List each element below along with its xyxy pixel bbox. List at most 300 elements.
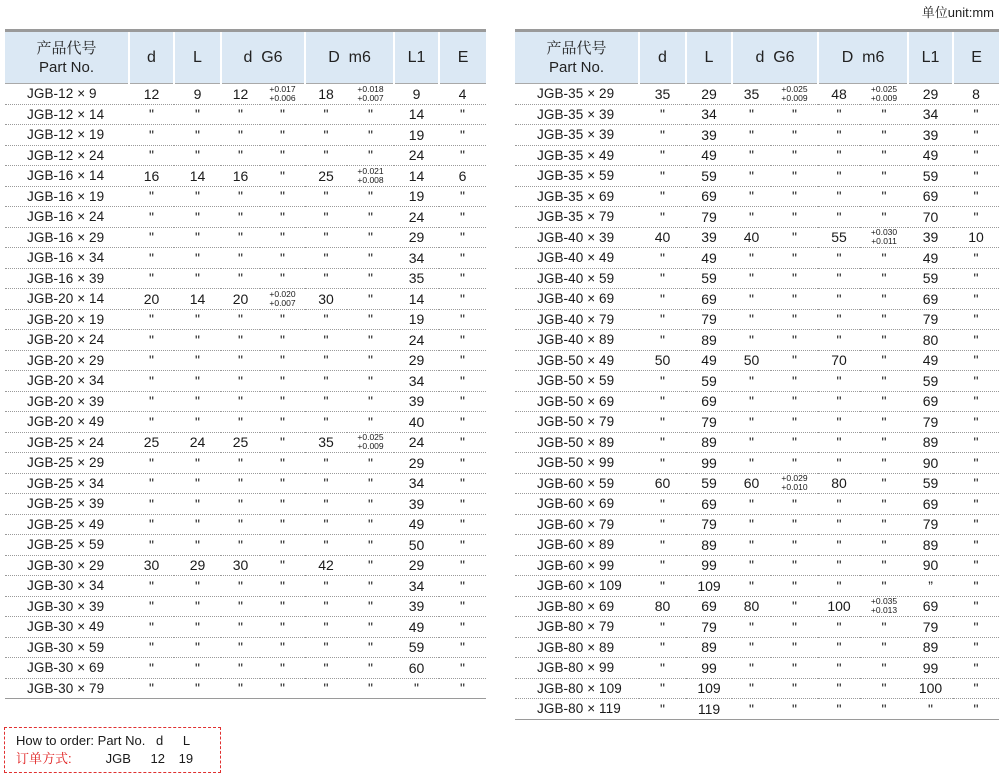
table-row [5, 535, 486, 556]
cell-d-value: " [732, 330, 771, 351]
cell-d-value: " [221, 678, 260, 699]
cell-E: " [953, 104, 999, 125]
cell-L: " [174, 576, 221, 597]
cell-d-g6-tol: " [260, 658, 305, 679]
cell-L1: 29 [908, 84, 953, 105]
cell-d-value: " [732, 186, 771, 207]
cell-L: " [174, 596, 221, 617]
table-row [515, 453, 999, 474]
cell-D-m6-tol: " [860, 268, 908, 289]
cell-L: 34 [686, 104, 732, 125]
cell-L: " [174, 145, 221, 166]
cell-D-value: " [305, 330, 347, 351]
cell-d-g6-tol: " [260, 473, 305, 494]
cell-L: 49 [686, 248, 732, 269]
cell-part-no: JGB-20 × 29 [5, 350, 129, 371]
cell-D-m6-tol: " [860, 637, 908, 658]
cell-d-g6-tol: " [771, 494, 818, 515]
cell-d-value: " [221, 453, 260, 474]
table-row [515, 473, 999, 494]
cell-E: " [439, 494, 486, 515]
cell-D-m6-tol: " [347, 248, 394, 269]
cell-part-no: JGB-50 × 59 [515, 371, 639, 392]
cell-D-value: " [305, 104, 347, 125]
cell-d: " [639, 637, 686, 658]
cell-d-value: " [732, 514, 771, 535]
cell-E: " [439, 576, 486, 597]
cell-d: " [639, 309, 686, 330]
cell-d-g6-tol: " [260, 453, 305, 474]
table-row [5, 227, 486, 248]
cell-d-g6-tol: " [771, 248, 818, 269]
cell-d: " [129, 125, 174, 146]
header-D-m6: D m6 [305, 31, 394, 84]
cell-part-no: JGB-25 × 34 [5, 473, 129, 494]
cell-part-no: JGB-80 × 99 [515, 658, 639, 679]
cell-d-value: " [221, 576, 260, 597]
cell-D-value: " [305, 678, 347, 699]
cell-part-no: JGB-50 × 49 [515, 350, 639, 371]
order-line-cn [16, 750, 220, 768]
cell-L1: 34 [908, 104, 953, 125]
cell-d: " [129, 412, 174, 433]
cell-d-value: " [221, 268, 260, 289]
cell-d: " [639, 371, 686, 392]
cell-d: " [639, 432, 686, 453]
cell-L1: 89 [908, 637, 953, 658]
cell-L1: 19 [394, 186, 439, 207]
cell-d: " [129, 145, 174, 166]
cell-d-g6-tol: +0.025 +0.009 [771, 84, 818, 105]
cell-D-m6-tol: " [347, 145, 394, 166]
cell-D-value: 42 [305, 555, 347, 576]
cell-d: 50 [639, 350, 686, 371]
cell-d-value: " [221, 658, 260, 679]
cell-d-g6-tol: " [260, 596, 305, 617]
cell-D-m6-tol: " [347, 658, 394, 679]
cell-E: " [439, 412, 486, 433]
cell-E: " [439, 104, 486, 125]
cell-L: 59 [686, 268, 732, 289]
cell-part-no: JGB-60 × 79 [515, 514, 639, 535]
table-row [515, 207, 999, 228]
cell-D-value: " [305, 227, 347, 248]
header-part-no [5, 31, 129, 84]
table-row [5, 84, 486, 105]
cell-d-g6-tol: " [771, 555, 818, 576]
table-row [5, 330, 486, 351]
table-row [515, 371, 999, 392]
cell-D-value: " [818, 514, 860, 535]
cell-E: " [953, 309, 999, 330]
cell-part-no: JGB-80 × 69 [515, 596, 639, 617]
cell-L1: 34 [394, 371, 439, 392]
table-body-left [5, 84, 486, 699]
table-row [515, 432, 999, 453]
cell-E: " [439, 617, 486, 638]
cell-d-value: " [221, 412, 260, 433]
table-body-right [515, 84, 999, 720]
cell-L: 79 [686, 514, 732, 535]
cell-d-g6-tol: " [771, 391, 818, 412]
cell-d: 16 [129, 166, 174, 187]
table-row [5, 371, 486, 392]
cell-E: " [953, 555, 999, 576]
cell-D-value: 25 [305, 166, 347, 187]
cell-d-g6-tol: " [260, 350, 305, 371]
cell-D-m6-tol: +0.025 +0.009 [347, 432, 394, 453]
cell-part-no: JGB-30 × 29 [5, 555, 129, 576]
table-row [5, 494, 486, 515]
cell-D-m6-tol: " [860, 555, 908, 576]
cell-d-value: " [732, 699, 771, 720]
cell-D-m6-tol: " [347, 350, 394, 371]
cell-L: 79 [686, 412, 732, 433]
cell-D-value: " [818, 207, 860, 228]
cell-d-g6-tol: " [260, 248, 305, 269]
cell-d: " [129, 678, 174, 699]
cell-d: " [129, 514, 174, 535]
cell-d-g6-tol: " [771, 432, 818, 453]
cell-d-value: 16 [221, 166, 260, 187]
cell-D-value: 48 [818, 84, 860, 105]
cell-d-value: " [732, 535, 771, 556]
cell-D-m6-tol: " [860, 350, 908, 371]
cell-d-value: 50 [732, 350, 771, 371]
cell-part-no: JGB-60 × 69 [515, 494, 639, 515]
cell-part-no: JGB-40 × 49 [515, 248, 639, 269]
cell-part-no: JGB-30 × 49 [5, 617, 129, 638]
cell-D-value: " [305, 412, 347, 433]
cell-part-no: JGB-20 × 14 [5, 289, 129, 310]
cell-D-m6-tol: " [347, 596, 394, 617]
cell-d-g6-tol: " [771, 596, 818, 617]
cell-D-value: " [818, 576, 860, 597]
cell-D-value: " [818, 186, 860, 207]
cell-L1: 14 [394, 289, 439, 310]
cell-D-value: " [818, 494, 860, 515]
cell-D-m6-tol: " [860, 473, 908, 494]
cell-E: " [953, 330, 999, 351]
cell-D-value: " [818, 678, 860, 699]
cell-D-value: " [305, 371, 347, 392]
cell-L: 89 [686, 432, 732, 453]
cell-d: " [639, 145, 686, 166]
cell-d-value: " [732, 248, 771, 269]
table-row [515, 514, 999, 535]
cell-D-value: " [305, 145, 347, 166]
cell-D-m6-tol: " [347, 268, 394, 289]
cell-d: " [129, 637, 174, 658]
header-L1: L1 [908, 31, 953, 84]
cell-L: 109 [686, 576, 732, 597]
cell-D-value: " [305, 268, 347, 289]
unit-label: 单位unit:mm [921, 5, 994, 20]
cell-d: " [639, 104, 686, 125]
table-row [5, 248, 486, 269]
cell-E: 10 [953, 227, 999, 248]
cell-d: 35 [639, 84, 686, 105]
cell-E: " [953, 289, 999, 310]
cell-d: " [639, 330, 686, 351]
table-row [515, 637, 999, 658]
cell-part-no: JGB-35 × 39 [515, 125, 639, 146]
cell-E: " [439, 555, 486, 576]
cell-L: " [174, 371, 221, 392]
cell-part-no: JGB-35 × 49 [515, 145, 639, 166]
cell-part-no: JGB-20 × 34 [5, 371, 129, 392]
cell-L: 59 [686, 166, 732, 187]
cell-L1: 80 [908, 330, 953, 351]
cell-L1: 59 [908, 166, 953, 187]
cell-L: " [174, 350, 221, 371]
cell-D-value: " [305, 473, 347, 494]
table-row [5, 576, 486, 597]
cell-part-no: JGB-35 × 59 [515, 166, 639, 187]
cell-L: 69 [686, 289, 732, 310]
table-row [515, 555, 999, 576]
cell-L1: 24 [394, 145, 439, 166]
header-L: L [686, 31, 732, 84]
cell-D-m6-tol: " [860, 576, 908, 597]
cell-part-no: JGB-60 × 99 [515, 555, 639, 576]
table-row [5, 104, 486, 125]
cell-E: " [953, 186, 999, 207]
cell-L: 69 [686, 186, 732, 207]
table-row [515, 289, 999, 310]
cell-d-value: 80 [732, 596, 771, 617]
header-d: d [639, 31, 686, 84]
cell-D-m6-tol: " [347, 309, 394, 330]
cell-E: " [953, 678, 999, 699]
header-part-cn: 产品代号 [36, 39, 97, 57]
cell-part-no: JGB-35 × 39 [515, 104, 639, 125]
cell-D-value: " [818, 268, 860, 289]
cell-part-no: JGB-16 × 14 [5, 166, 129, 187]
table-row [515, 658, 999, 679]
cell-part-no: JGB-12 × 14 [5, 104, 129, 125]
table-row [515, 412, 999, 433]
cell-L: 29 [686, 84, 732, 105]
cell-E: " [953, 535, 999, 556]
cell-L1: 49 [908, 145, 953, 166]
cell-d-value: " [221, 350, 260, 371]
cell-part-no: JGB-40 × 39 [515, 227, 639, 248]
cell-E: " [439, 268, 486, 289]
cell-d-value: " [732, 371, 771, 392]
cell-L1: " [908, 699, 953, 720]
cell-d-value: " [221, 227, 260, 248]
cell-L1: 39 [394, 596, 439, 617]
order-part-value: JGB [105, 751, 131, 766]
cell-D-value: 35 [305, 432, 347, 453]
cell-D-m6-tol: " [860, 166, 908, 187]
cell-D-m6-tol: " [347, 104, 394, 125]
cell-D-m6-tol: " [860, 289, 908, 310]
cell-d: " [129, 309, 174, 330]
cell-part-no: JGB-25 × 49 [5, 514, 129, 535]
cell-d-g6-tol: " [771, 330, 818, 351]
cell-L: 49 [686, 145, 732, 166]
cell-E: " [953, 453, 999, 474]
cell-d-g6-tol: " [260, 371, 305, 392]
cell-part-no: JGB-20 × 24 [5, 330, 129, 351]
cell-L: " [174, 330, 221, 351]
cell-d: " [129, 617, 174, 638]
cell-d: " [129, 248, 174, 269]
cell-d-g6-tol: " [260, 268, 305, 289]
cell-L: " [174, 125, 221, 146]
spec-table-right [515, 29, 999, 720]
cell-D-value: " [818, 330, 860, 351]
cell-part-no: JGB-40 × 89 [515, 330, 639, 351]
table-row [515, 227, 999, 248]
cell-D-m6-tol: " [860, 330, 908, 351]
table-row [5, 453, 486, 474]
order-line-en [16, 732, 220, 750]
cell-L: 79 [686, 617, 732, 638]
header-d-g6: d G6 [732, 31, 818, 84]
order-d-value: 12 [150, 751, 166, 766]
header-row [5, 31, 486, 84]
cell-E: " [439, 330, 486, 351]
table-row [515, 350, 999, 371]
cell-d-g6-tol: " [771, 145, 818, 166]
cell-E: " [439, 248, 486, 269]
cell-L: " [174, 104, 221, 125]
cell-L: " [174, 473, 221, 494]
table-row [5, 350, 486, 371]
cell-L: 99 [686, 555, 732, 576]
cell-D-m6-tol: " [860, 309, 908, 330]
cell-L1: 59 [908, 473, 953, 494]
cell-d-value: 40 [732, 227, 771, 248]
table-row [515, 699, 999, 720]
cell-L1: 39 [394, 494, 439, 515]
table-row [5, 289, 486, 310]
cell-d-g6-tol: " [771, 104, 818, 125]
cell-L1: 69 [908, 391, 953, 412]
table-row [515, 535, 999, 556]
cell-D-value: " [818, 166, 860, 187]
order-example-box [4, 727, 221, 773]
cell-D-m6-tol: " [860, 248, 908, 269]
cell-part-no: JGB-50 × 69 [515, 391, 639, 412]
cell-d-value: " [732, 494, 771, 515]
cell-D-m6-tol: " [860, 535, 908, 556]
cell-D-m6-tol: " [347, 514, 394, 535]
cell-L: 69 [686, 494, 732, 515]
table-row [515, 125, 999, 146]
table-row [515, 596, 999, 617]
cell-L1: 39 [908, 125, 953, 146]
cell-L: 24 [174, 432, 221, 453]
cell-E: " [953, 514, 999, 535]
cell-D-m6-tol: " [347, 412, 394, 433]
cell-L1: 24 [394, 330, 439, 351]
cell-E: " [439, 391, 486, 412]
cell-E: " [439, 658, 486, 679]
cell-D-value: " [818, 248, 860, 269]
cell-L: " [174, 412, 221, 433]
cell-D-value: 30 [305, 289, 347, 310]
cell-d-g6-tol: " [260, 330, 305, 351]
cell-d: " [639, 555, 686, 576]
cell-part-no: JGB-40 × 79 [515, 309, 639, 330]
table-row [515, 309, 999, 330]
cell-d: " [129, 268, 174, 289]
cell-d-value: " [221, 391, 260, 412]
cell-d: " [129, 350, 174, 371]
cell-part-no: JGB-80 × 109 [515, 678, 639, 699]
order-label-cn: 订单方式: [16, 751, 72, 766]
cell-L1: 99 [908, 658, 953, 679]
cell-L1: 60 [394, 658, 439, 679]
cell-D-m6-tol: +0.025 +0.009 [860, 84, 908, 105]
cell-part-no: JGB-50 × 89 [515, 432, 639, 453]
cell-D-value: " [305, 494, 347, 515]
cell-D-value: 55 [818, 227, 860, 248]
cell-D-value: " [818, 371, 860, 392]
cell-D-m6-tol: " [860, 391, 908, 412]
cell-d: " [129, 494, 174, 515]
cell-d-g6-tol: " [260, 166, 305, 187]
cell-d-g6-tol: " [260, 104, 305, 125]
header-L: L [174, 31, 221, 84]
cell-d-value: 20 [221, 289, 260, 310]
cell-d: " [639, 248, 686, 269]
cell-d-g6-tol: " [771, 658, 818, 679]
cell-part-no: JGB-16 × 34 [5, 248, 129, 269]
cell-D-m6-tol: +0.035 +0.013 [860, 596, 908, 617]
cell-part-no: JGB-16 × 24 [5, 207, 129, 228]
cell-part-no: JGB-16 × 19 [5, 186, 129, 207]
cell-D-m6-tol: " [347, 576, 394, 597]
cell-d-value: " [221, 617, 260, 638]
cell-D-value: " [818, 412, 860, 433]
cell-L: 14 [174, 166, 221, 187]
table-row [515, 268, 999, 289]
cell-D-m6-tol: " [860, 658, 908, 679]
header-E: E [953, 31, 999, 84]
cell-d: 12 [129, 84, 174, 105]
cell-d-value: 12 [221, 84, 260, 105]
cell-d-g6-tol: " [771, 514, 818, 535]
cell-L1: 79 [908, 617, 953, 638]
cell-L: 89 [686, 330, 732, 351]
cell-D-value: " [305, 514, 347, 535]
cell-d-value: " [732, 617, 771, 638]
cell-L: " [174, 248, 221, 269]
cell-E: 8 [953, 84, 999, 105]
cell-E: " [953, 617, 999, 638]
cell-D-value: " [818, 555, 860, 576]
cell-D-m6-tol: " [860, 453, 908, 474]
cell-d-g6-tol: " [260, 412, 305, 433]
cell-d: " [639, 535, 686, 556]
cell-L: " [174, 617, 221, 638]
table-row [5, 432, 486, 453]
cell-D-m6-tol: " [347, 330, 394, 351]
cell-d-value: " [221, 248, 260, 269]
header-E: E [439, 31, 486, 84]
cell-L: 29 [174, 555, 221, 576]
cell-d-g6-tol: " [260, 535, 305, 556]
cell-E: " [439, 371, 486, 392]
cell-D-m6-tol: " [347, 227, 394, 248]
cell-d: " [639, 678, 686, 699]
cell-E: " [439, 207, 486, 228]
